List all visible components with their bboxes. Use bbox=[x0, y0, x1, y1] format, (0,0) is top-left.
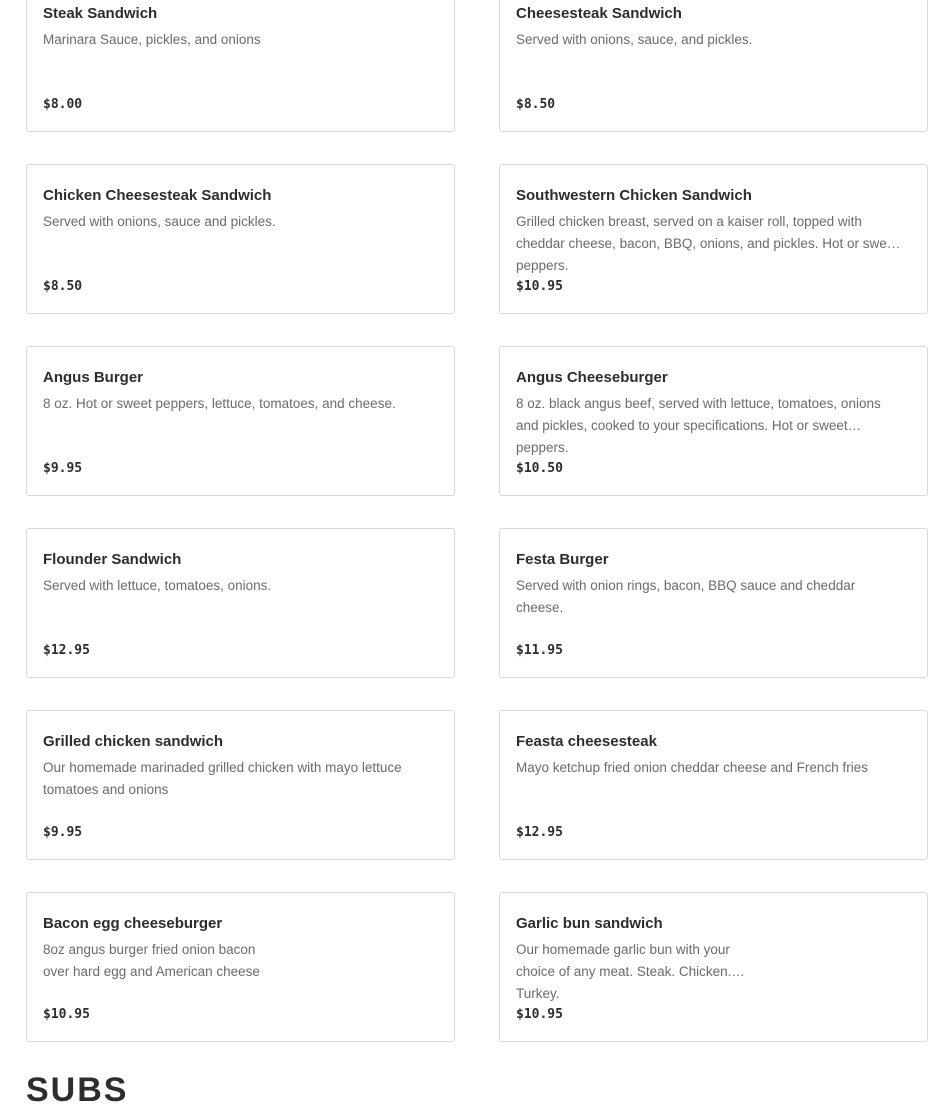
menu-item-name: Feasta cheesesteak bbox=[516, 733, 657, 750]
menu-item-card[interactable] bbox=[499, 710, 928, 860]
menu-item-card[interactable] bbox=[26, 164, 455, 314]
menu-item-name: Festa Burger bbox=[516, 551, 609, 568]
menu-item-card[interactable] bbox=[499, 346, 928, 496]
menu-item-price: $12.95 bbox=[516, 825, 563, 840]
menu-item-description: Served with onions, sauce, and pickles. bbox=[516, 32, 753, 47]
menu-item-description: Served with onions, sauce and pickles. bbox=[43, 214, 276, 229]
menu-item-card[interactable] bbox=[26, 710, 455, 860]
menu-items-grid bbox=[26, 0, 928, 1042]
menu-item-description: 8oz angus burger fried onion bacon over hard egg and American cheese bbox=[43, 942, 260, 979]
menu-item-price: $10.95 bbox=[516, 1007, 563, 1022]
menu-item-name: Flounder Sandwich bbox=[43, 551, 182, 568]
menu-item-card[interactable] bbox=[26, 892, 455, 1042]
menu-item-name: Garlic bun sandwich bbox=[516, 915, 663, 932]
menu-item-description: 8 oz. Hot or sweet peppers, lettuce, tomatoes, and cheese. bbox=[43, 396, 396, 411]
menu-item-name: Southwestern Chicken Sandwich bbox=[516, 187, 752, 204]
menu-item-name: Chicken Cheesesteak Sandwich bbox=[43, 187, 272, 204]
menu-item-description: Served with lettuce, tomatoes, onions. bbox=[43, 578, 272, 593]
menu-item-card[interactable] bbox=[26, 346, 455, 496]
menu-item-card[interactable] bbox=[26, 0, 455, 132]
menu-item-card[interactable] bbox=[26, 528, 455, 678]
menu-item-price: $8.50 bbox=[43, 279, 83, 294]
menu-item-description: Our homemade garlic bun with your choice of any meat. Steak. Chicken. Turkey. bbox=[516, 942, 732, 1001]
menu-item-name: Steak Sandwich bbox=[43, 5, 158, 22]
menu-item-price: $9.95 bbox=[43, 825, 83, 840]
menu-item-name: Angus Cheeseburger bbox=[516, 369, 668, 386]
menu-item-description: Grilled chicken breast, served on a kaiser roll, topped with cheddar cheese, bacon, BBQ, onions, and pickles. Hot or sweet peppers. bbox=[516, 214, 898, 273]
menu-item-price: $8.00 bbox=[43, 97, 83, 112]
menu-item-card[interactable] bbox=[499, 892, 928, 1042]
menu-item-description: 8 oz. black angus beef, served with lettuce, tomatoes, onions and pickles, cooked to your specifications. Hot or sweet peppers. bbox=[516, 396, 881, 455]
section-heading: SUBS bbox=[26, 1071, 129, 1109]
menu-item-price: $10.95 bbox=[516, 279, 563, 294]
menu-item-price: $10.95 bbox=[43, 1007, 90, 1022]
menu-item-price: $11.95 bbox=[516, 643, 563, 658]
menu-item-card[interactable] bbox=[499, 0, 928, 132]
menu-item-name: Bacon egg cheeseburger bbox=[43, 915, 223, 932]
menu-item-price: $12.95 bbox=[43, 643, 90, 658]
menu-item-description: Served with onion rings, bacon, BBQ sauce and cheddar cheese. bbox=[516, 578, 856, 615]
menu-item-name: Angus Burger bbox=[43, 369, 144, 386]
menu-item-description: Our homemade marinaded grilled chicken with mayo lettuce tomatoes and onions bbox=[43, 760, 402, 797]
menu-item-card[interactable] bbox=[499, 164, 928, 314]
menu-item-description: Marinara Sauce, pickles, and onions bbox=[43, 32, 261, 47]
menu-item-name: Cheesesteak Sandwich bbox=[516, 5, 682, 22]
menu-item-price: $10.50 bbox=[516, 461, 563, 476]
menu-item-price: $8.50 bbox=[516, 97, 556, 112]
menu-item-card[interactable] bbox=[499, 528, 928, 678]
menu-item-description: Mayo ketchup fried onion cheddar cheese and French fries bbox=[516, 760, 868, 775]
menu-item-name: Grilled chicken sandwich bbox=[43, 733, 224, 750]
menu-item-price: $9.95 bbox=[43, 461, 83, 476]
